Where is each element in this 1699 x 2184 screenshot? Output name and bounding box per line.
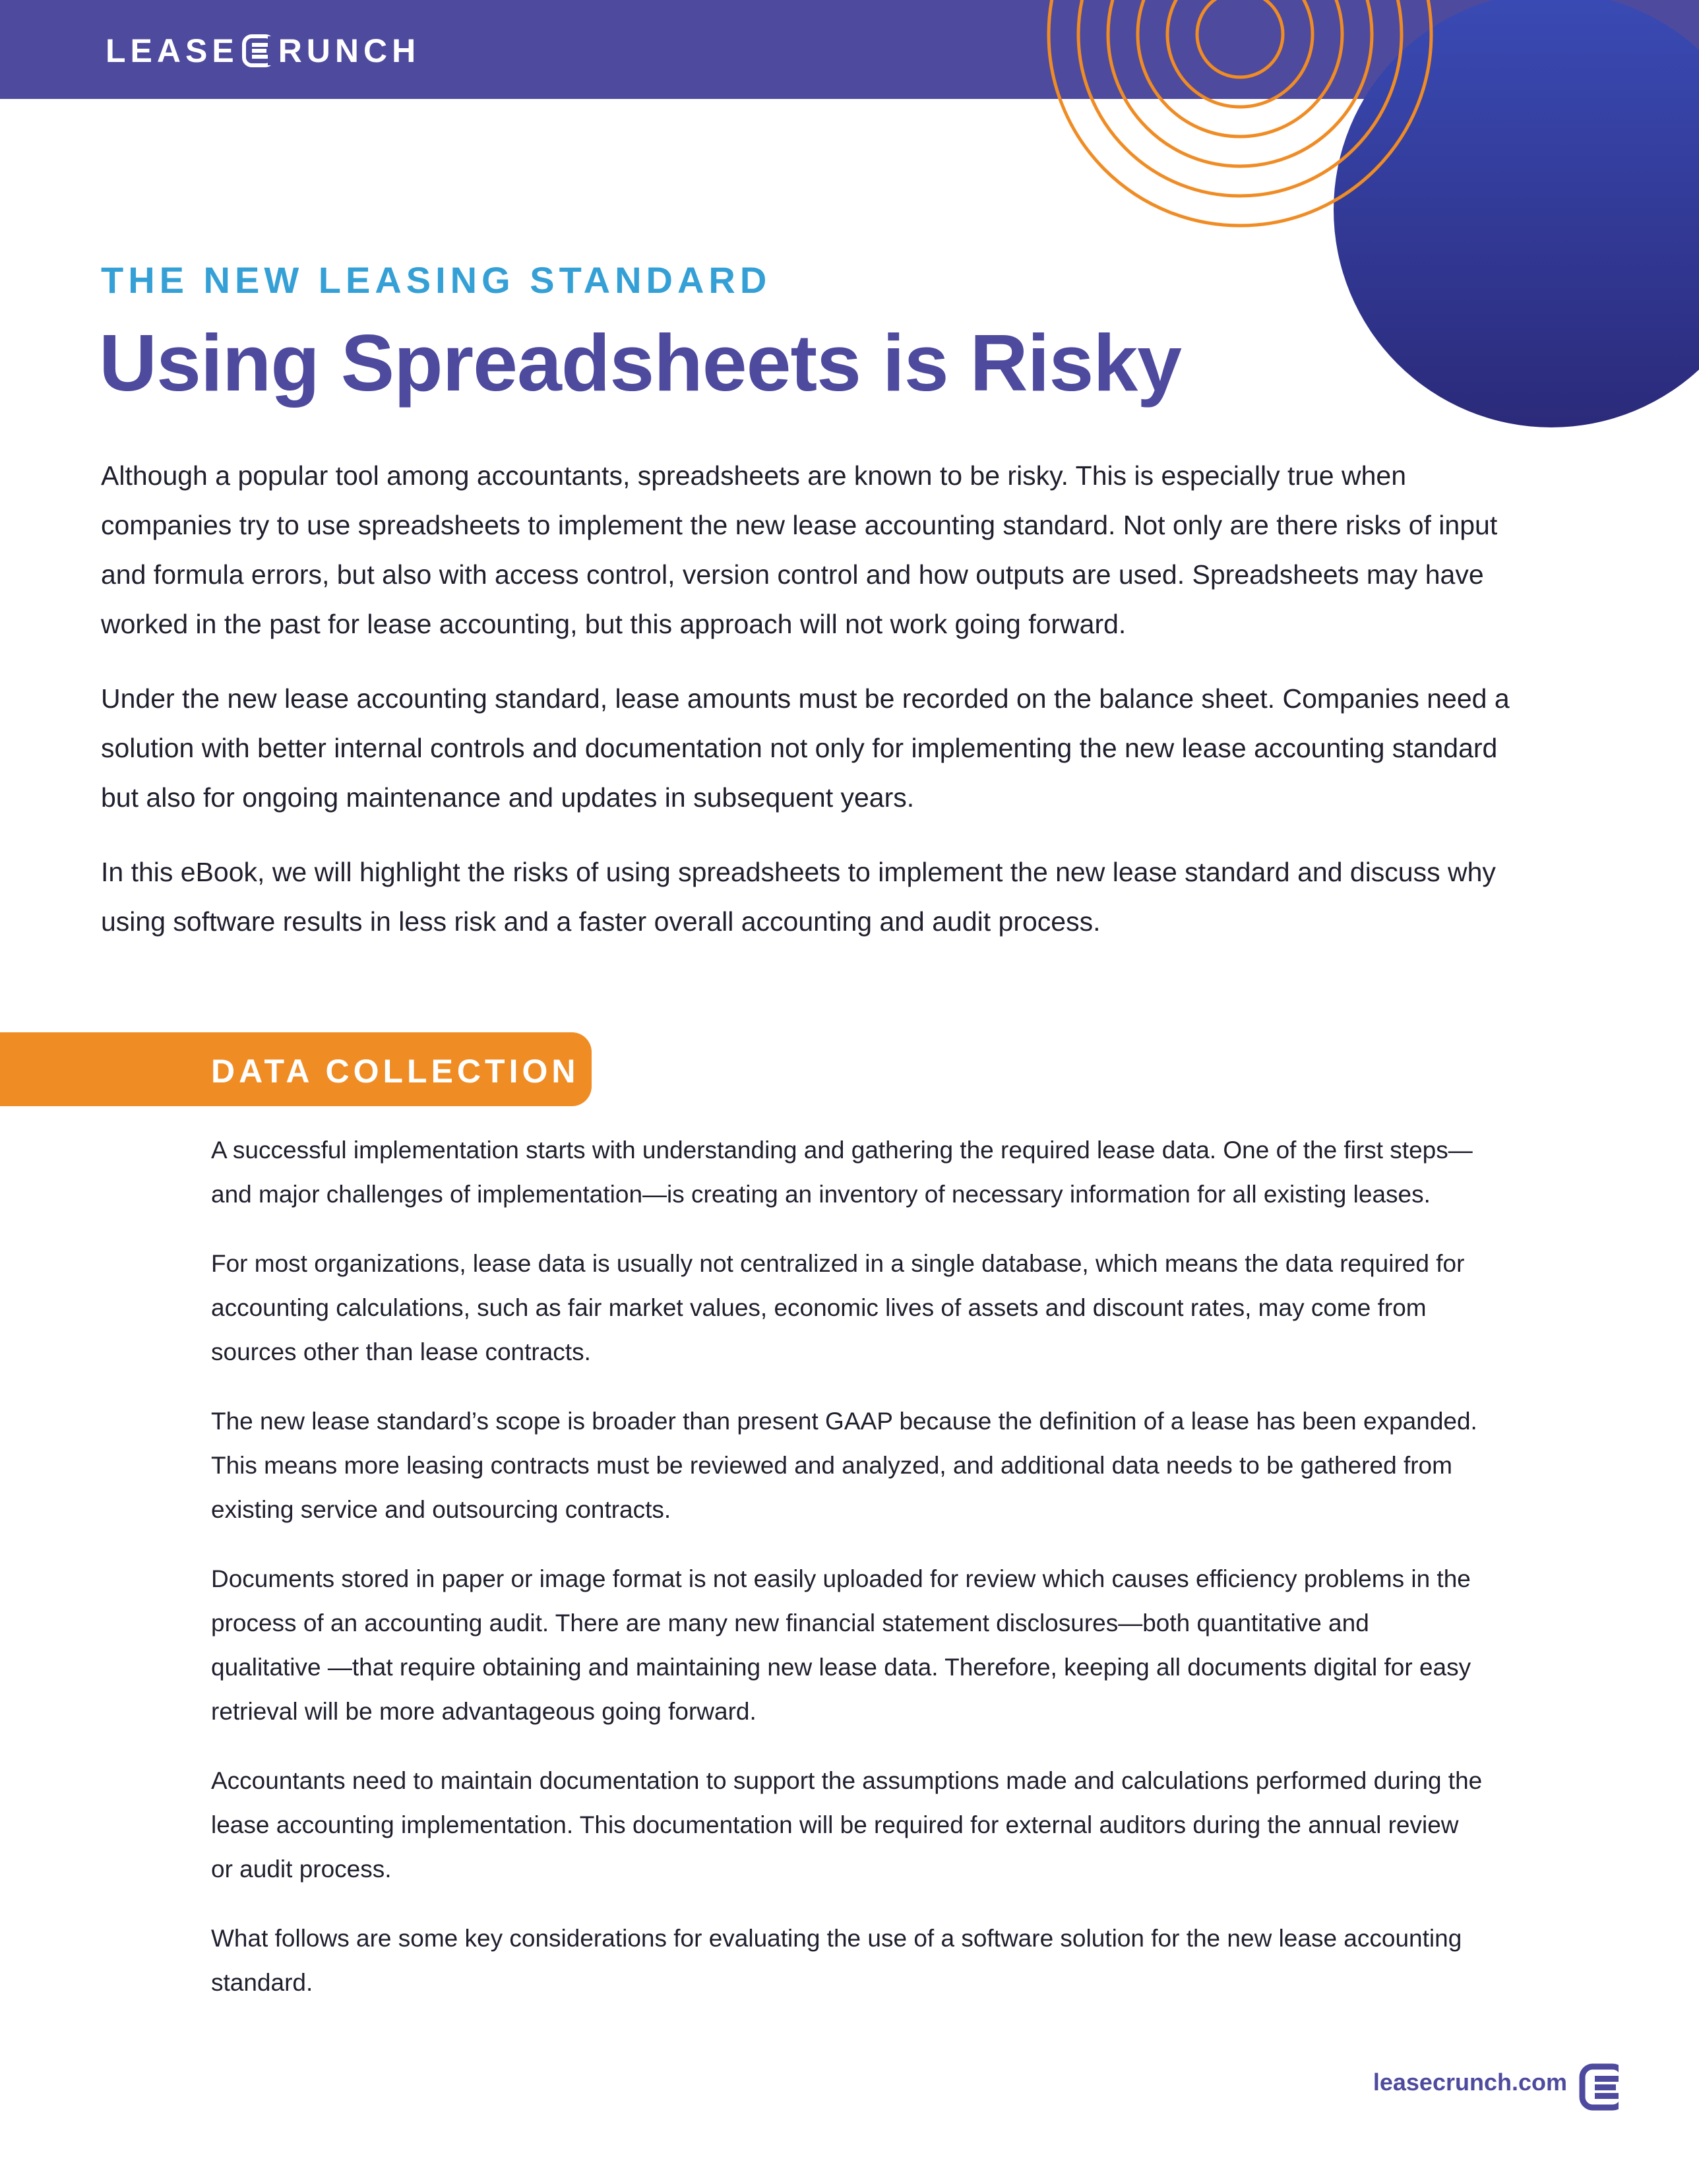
section-heading: DATA COLLECTION [211, 1053, 580, 1090]
decorative-ring [1108, 0, 1372, 166]
logo-text-left: LEASE [106, 32, 239, 69]
body-paragraph: For most organizations, lease data is usually not centralized in a single database, which means the data required for accounting calculations, such as fair market values, economic lives of assets and discount rates, may come from sources other than lease contracts. [211, 1250, 1465, 1365]
footer-url-link[interactable]: leasecrunch.com [1373, 2069, 1567, 2096]
body-paragraph: The new lease standard’s scope is broader than present GAAP because the definition of a lease has been expanded. This means more leasing contracts must be reviewed and analyzed, and additional data needs to be gathered from existing service and outsourcing contracts. [211, 1408, 1477, 1523]
leasecrunch-logo [106, 28, 420, 74]
intro-section [101, 451, 1526, 972]
leasecrunch-c-icon [241, 34, 276, 68]
body-paragraph: A successful implementation starts with understanding and gathering the required lease data. One of the first steps—and major challenges of implementation—is creating an inventory of necessary information for all existing leases. [211, 1137, 1473, 1208]
intro-paragraph: Although a popular tool among accountants, spreadsheets are known to be risky. This is especially true when companies try to use spreadsheets to implement the new lease accounting standard. Not only are there risks of input and formula errors, but also with access control, version control and how outputs are used. Spreadsheets may have worked in the past for lease accounting, but this approach will not work going forward. [101, 460, 1498, 639]
body-paragraph: What follows are some key considerations for evaluating the use of a software solution for the new lease accounting standard. [211, 1925, 1462, 1996]
decorative-ring [1167, 0, 1313, 107]
decorative-circle [1334, 0, 1699, 427]
intro-paragraph: In this eBook, we will highlight the risks of using spreadsheets to implement the new lease standard and discuss why using software results in less risk and a faster overall accounting and audit process. [101, 857, 1496, 937]
leasecrunch-c-icon [1579, 2063, 1629, 2111]
page-title: Using Spreadsheets is Risky [99, 318, 1182, 408]
logo-text-right: RUNCH [278, 32, 421, 69]
body-paragraph: Accountants need to maintain documentation to support the assumptions made and calculations performed during the lease accounting implementation. This documentation will be required for external auditors during the annual review or audit process. [211, 1767, 1483, 1883]
section-body [211, 1128, 1484, 2030]
page-kicker: THE NEW LEASING STANDARD [101, 259, 772, 301]
decorative-ring [1197, 0, 1283, 77]
intro-paragraph: Under the new lease accounting standard, lease amounts must be recorded on the balance sheet. Companies need a solution with better internal controls and documentation not only for implementing the new lease accounting standard but also for ongoing maintenance and updates in subsequent years. [101, 683, 1510, 813]
body-paragraph: Documents stored in paper or image format is not easily uploaded for review which causes efficiency problems in the process of an accounting audit. There are many new financial statement disclosures—both quantitative and qualitative —that require obtaining and maintaining new lease data. Therefore, keeping all documents digital for easy retrieval will be more advantageous going forward. [211, 1565, 1471, 1725]
